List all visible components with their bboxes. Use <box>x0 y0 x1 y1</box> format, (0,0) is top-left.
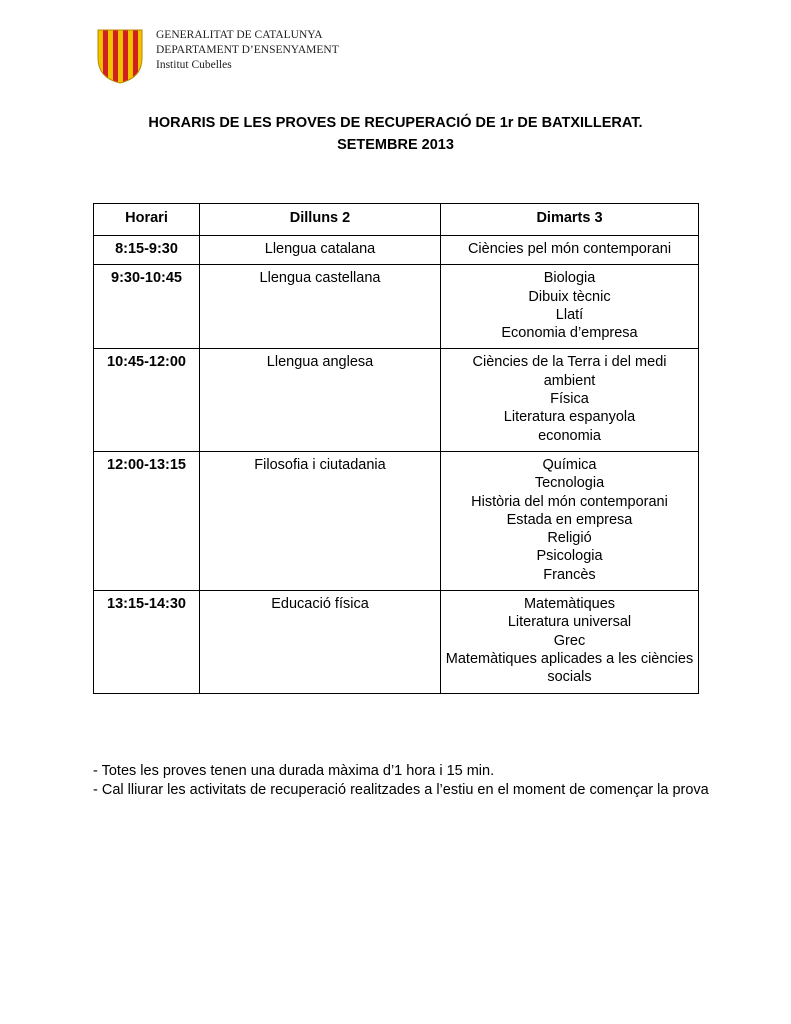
org-line-institute: Institut Cubelles <box>156 59 232 71</box>
table-header-row <box>94 204 699 236</box>
tuesday-subject: Llatí <box>555 306 584 323</box>
header-dimarts: Dimarts 3 <box>441 204 699 236</box>
table-row <box>94 236 699 265</box>
document-subtitle: SETEMBRE 2013 <box>337 137 454 153</box>
tuesday-subject: Matemàtiques <box>523 596 616 613</box>
tuesday-subject: Grec <box>553 632 586 649</box>
tuesday-subject: Matemàtiques aplicades a les ciències socials <box>445 650 694 686</box>
tuesday-subjects-cell <box>441 349 699 451</box>
org-line-generalitat: GENERALITAT DE CATALUNYA <box>156 29 323 41</box>
table-row <box>94 451 699 590</box>
table-row <box>94 265 699 349</box>
tuesday-subjects-cell <box>441 451 699 590</box>
organization-name <box>156 28 339 73</box>
tuesday-subject: Dibuix tècnic <box>528 288 611 305</box>
tuesday-subject: Ciències pel món contemporani <box>467 241 672 257</box>
time-slot-cell: 10:45-12:00 <box>94 349 200 451</box>
tuesday-subject: Tecnologia <box>534 475 605 492</box>
tuesday-subject: Literatura espanyola <box>503 409 636 426</box>
monday-subject-cell: Educació física <box>200 591 441 693</box>
tuesday-subject: Història del món contemporani <box>471 493 668 510</box>
tuesday-subject: economia <box>538 427 601 444</box>
time-slot-cell: 8:15-9:30 <box>94 236 200 265</box>
tuesday-subject: Literatura universal <box>507 614 632 631</box>
note-duration: - Totes les proves tenen una durada màxima d’1 hora i 15 min. <box>93 763 495 779</box>
tuesday-subject: Física <box>550 391 589 408</box>
monday-subject-cell: Filosofia i ciutadania <box>200 451 441 590</box>
header-dilluns: Dilluns 2 <box>200 204 441 236</box>
tuesday-subject: Biologia <box>543 270 596 287</box>
time-slot-cell: 9:30-10:45 <box>94 265 200 349</box>
monday-subject-cell: Llengua catalana <box>200 236 441 265</box>
table-row <box>94 591 699 693</box>
tuesday-subject: Química <box>542 456 597 473</box>
tuesday-subjects-cell <box>441 265 699 349</box>
tuesday-subject: Psicologia <box>536 548 603 565</box>
note-activities: - Cal lliurar les activitats de recuperació realitzades a l’estiu en el moment de començar la prova <box>93 782 709 798</box>
tuesday-subject: Francès <box>543 566 596 583</box>
header-horari: Horari <box>94 204 200 236</box>
time-slot-cell: 12:00-13:15 <box>94 451 200 590</box>
time-slot-cell: 13:15-14:30 <box>94 591 200 693</box>
tuesday-subject: Economia d’empresa <box>501 325 638 342</box>
tuesday-subject: Ciències de la Terra i del medi ambient <box>472 354 667 389</box>
tuesday-subjects-cell <box>441 236 699 265</box>
org-line-department: DEPARTAMENT D’ENSENYAMENT <box>156 44 339 56</box>
tuesday-subject: Estada en empresa <box>506 511 633 528</box>
monday-subject-cell: Llengua anglesa <box>200 349 441 451</box>
monday-subject-cell: Llengua castellana <box>200 265 441 349</box>
tuesday-subjects-cell <box>441 591 699 693</box>
document-title: HORARIS DE LES PROVES DE RECUPERACIÓ DE 1r DE BATXILLERAT. <box>148 115 643 131</box>
catalonia-coat-of-arms-logo <box>96 28 144 84</box>
table-row <box>94 349 699 451</box>
notes <box>93 762 733 800</box>
tuesday-subject: Religió <box>547 530 592 547</box>
exam-schedule-table <box>93 203 699 694</box>
